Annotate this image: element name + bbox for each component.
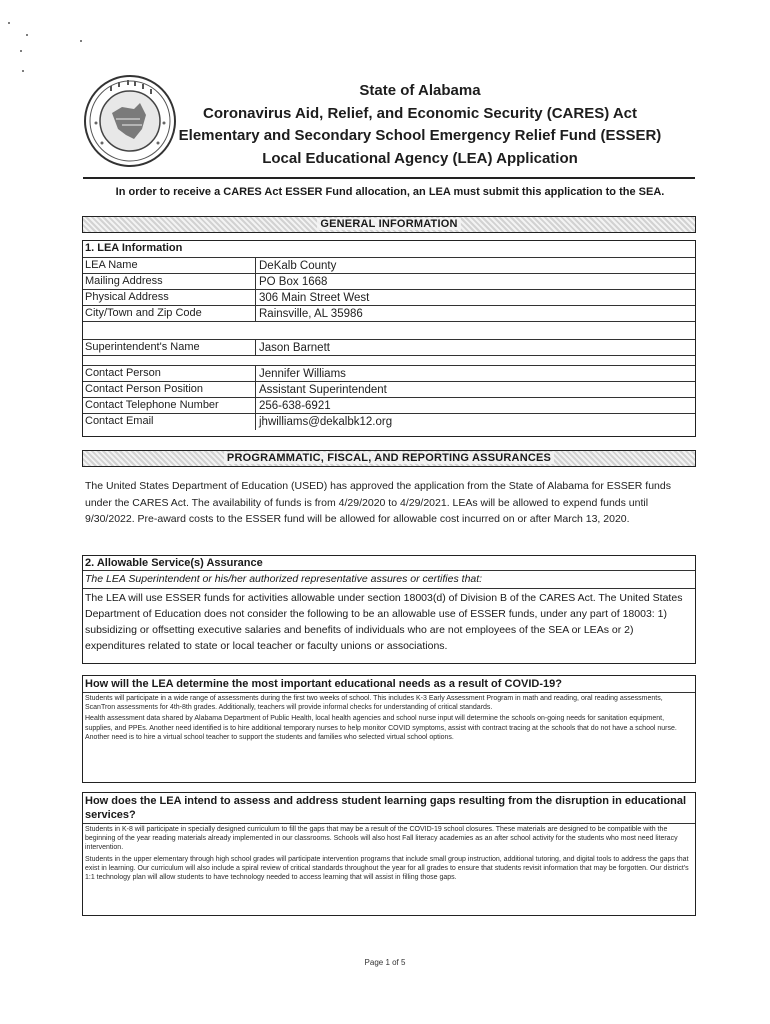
- allowable-subheading: The LEA Superintendent or his/her authorized representative assures or certifies that:: [83, 571, 695, 589]
- row-value: Rainsville, AL 35986: [255, 306, 363, 322]
- header-rule: [83, 177, 695, 179]
- needs-question: How will the LEA determine the most important educational needs as a result of COVID-19?: [83, 676, 695, 693]
- document-title: [150, 80, 690, 170]
- section-title: PROGRAMMATIC, FISCAL, AND REPORTING ASSURANCES: [224, 452, 554, 464]
- row-value: Assistant Superintendent: [255, 382, 387, 398]
- table-row: [83, 397, 695, 414]
- allowable-text: The LEA will use ESSER funds for activities allowable under section 18003(d) of Division B of the CARES Act. The United States Department of Education does not consider the following to be an allowable use of ESSER funds, under any part of 18003: 1) subsidizing or offsetting executive salaries and benefits of individuals who are not employees of the SEA or LEAs or 2) expenditures related to state or local teacher or faculty unions or associations.: [85, 592, 683, 652]
- section-bar-assurances: [82, 450, 696, 467]
- table-row: [83, 381, 695, 398]
- row-label: Contact Person: [85, 367, 161, 379]
- page-number: Page 1 of 5: [364, 958, 406, 967]
- row-label: Contact Telephone Number: [85, 399, 219, 411]
- row-label: LEA Name: [85, 259, 138, 271]
- table-row: [83, 257, 695, 274]
- needs-answer-1: Students will participate in a wide range of assessments during the first two weeks of school. This includes K-3 Early Assessment Program in math and reading, oral reading assessments, ScanTron assessments for 4th-8th grades. Additionally, teachers will provide informal checks for understanding of critical standards.: [85, 695, 663, 712]
- section-title: GENERAL INFORMATION: [317, 218, 460, 230]
- row-label: Contact Person Position: [85, 383, 204, 395]
- section-bar-general: [82, 216, 696, 233]
- row-label: Mailing Address: [85, 275, 163, 287]
- allowable-heading: 2. Allowable Service(s) Assurance: [83, 556, 695, 571]
- lea-info-heading: 1. LEA Information: [85, 242, 183, 254]
- title-line: Elementary and Secondary School Emergency Relief Fund (ESSER): [178, 127, 662, 144]
- scan-speck: [80, 40, 82, 42]
- row-value: PO Box 1668: [255, 274, 327, 290]
- table-row: [83, 289, 695, 306]
- row-label: Physical Address: [85, 291, 169, 303]
- lea-info-table: [82, 240, 696, 437]
- row-label: Superintendent's Name: [85, 341, 200, 353]
- row-value: 306 Main Street West: [255, 290, 369, 306]
- table-row: [83, 365, 695, 382]
- row-value: Jennifer Williams: [255, 366, 346, 382]
- scan-speck: [20, 50, 22, 52]
- title-line: State of Alabama: [359, 82, 481, 99]
- row-value: Jason Barnett: [255, 340, 330, 356]
- needs-answer-2: Health assessment data shared by Alabama Department of Public Health, local health agencies and school nurse input will determine the schools on-going needs for sanitation equipment, supplies, and PPEs. Another need identified is to hire additional temporary nurses to help monitor COVID symptoms, assist with contract tracing at the schools that do not have a school nurse. Another need is to hire a virtual school teacher to support the students and families who selected virtual school options.: [85, 715, 677, 741]
- gaps-answer-2: Students in the upper elementary through high school grades will participate intervention programs that include small group instruction, additional tutoring, and digital tools to address the gaps that exist in learning. Our curriculum will also include a spiral review of critical standards throughout the year for all grades to ensure that students revisit information that may be forgotten. Our district's 1:1 technology plan will allow students to have technology needed to access learning that will assist in filling those gaps.: [85, 855, 689, 882]
- table-row: [83, 305, 695, 322]
- allowable-service-box: [82, 555, 696, 664]
- needs-question-box: [82, 675, 696, 783]
- title-line: Local Educational Agency (LEA) Application: [262, 149, 578, 167]
- scan-speck: [22, 70, 24, 72]
- intro-text: In order to receive a CARES Act ESSER Fund allocation, an LEA must submit this application to the SEA.: [115, 186, 665, 198]
- title-line: Coronavirus Aid, Relief, and Economic Security (CARES) Act: [203, 104, 637, 122]
- scan-speck: [8, 22, 10, 24]
- table-row: [83, 273, 695, 290]
- row-value: DeKalb County: [255, 258, 336, 274]
- approval-paragraph: The United States Department of Education (USED) has approved the application from the State of Alabama for ESSER funds under the CARES Act. The availability of funds is from 4/29/2020 to 4/29/2021. LEAs will be allowed to expend funds until 9/30/2022. Pre-award costs to the ESSER fund will be allowed for allowable cost incurred on or after March 13, 2020.: [85, 480, 671, 525]
- row-value: 256-638-6921: [255, 398, 331, 414]
- gaps-question: How does the LEA intend to assess and address student learning gaps resulting from the disruption in educational services?: [83, 793, 695, 824]
- gaps-question-box: [82, 792, 696, 916]
- gaps-answer-1: Students in K-8 will participate in specially designed curriculum to fill the gaps that may be a result of the COVID-19 school closures. These materials are designed to be compatible with the beginning of the year reading materials already implemented in our classrooms. Schools will also host Fall literacy academies as an after school activity for the students who most need literacy intervention.: [85, 826, 678, 852]
- table-row: [83, 413, 695, 430]
- table-row: [83, 339, 695, 356]
- row-value: jhwilliams@dekalbk12.org: [255, 414, 392, 430]
- table-divider: [83, 355, 695, 356]
- row-label: Contact Email: [85, 415, 154, 427]
- scan-speck: [26, 34, 28, 36]
- table-divider: [83, 321, 695, 322]
- row-label: City/Town and Zip Code: [85, 307, 202, 319]
